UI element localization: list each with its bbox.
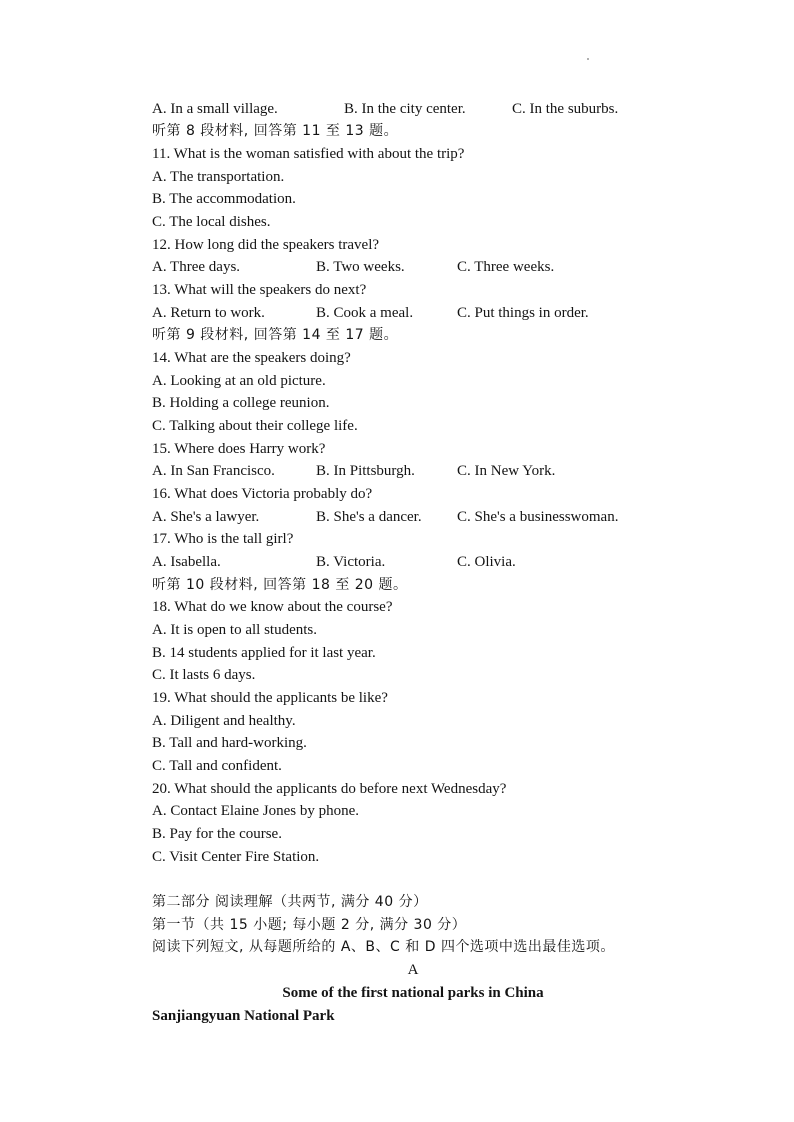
option-a: A. Diligent and healthy. [152, 713, 296, 729]
option-b: B. In Pittsburgh. [316, 463, 415, 479]
option-c: C. The local dishes. [152, 214, 271, 230]
option-a: A. Contact Elaine Jones by phone. [152, 803, 360, 819]
question-11: 11. What is the woman satisfied with about the trip? [152, 146, 465, 162]
option-c: C. She's a businesswoman. [457, 509, 619, 525]
question-17: 17. Who is the tall girl? [152, 531, 294, 547]
section-instruction-8: 听第 8 段材料, 回答第 11 至 13 题。 [152, 123, 399, 139]
section-instruction-9: 听第 9 段材料, 回答第 14 至 17 题。 [152, 327, 399, 343]
option-a: A. It is open to all students. [152, 622, 317, 638]
option-a: A. Looking at an old picture. [152, 373, 326, 389]
option-a: A. In a small village. [152, 101, 278, 117]
option-b: B. Victoria. [316, 554, 386, 570]
question-19: 19. What should the applicants be like? [152, 690, 388, 706]
question-14: 14. What are the speakers doing? [152, 350, 351, 366]
option-c: C. Olivia. [457, 554, 516, 570]
option-b: B. The accommodation. [152, 191, 296, 207]
option-b: B. Holding a college reunion. [152, 395, 330, 411]
option-c: C. Visit Center Fire Station. [152, 849, 320, 865]
section-instruction-10: 听第 10 段材料, 回答第 18 至 20 题。 [152, 577, 408, 593]
part-two-heading: 第二部分 阅读理解（共两节, 满分 40 分） [152, 894, 428, 910]
option-b: B. Cook a meal. [316, 305, 414, 321]
question-18: 18. What do we know about the course? [152, 599, 393, 615]
question-16: 16. What does Victoria probably do? [152, 486, 373, 502]
option-a: A. In San Francisco. [152, 463, 275, 479]
option-a: A. The transportation. [152, 169, 285, 185]
option-b: B. She's a dancer. [316, 509, 422, 525]
option-c: C. In New York. [457, 463, 556, 479]
option-a: A. She's a lawyer. [152, 509, 260, 525]
question-13: 13. What will the speakers do next? [152, 282, 367, 298]
reading-instructions: 阅读下列短文, 从每题所给的 A、B、C 和 D 四个选项中选出最佳选项。 [152, 939, 615, 955]
option-a: A. Three days. [152, 259, 241, 275]
scan-speck [587, 58, 589, 60]
passage-subheading: Sanjiangyuan National Park [152, 1008, 335, 1024]
option-b: B. Tall and hard-working. [152, 735, 307, 751]
option-c: C. Put things in order. [457, 305, 589, 321]
question-20: 20. What should the applicants do before next Wednesday? [152, 781, 507, 797]
option-c: C. Talking about their college life. [152, 418, 358, 434]
option-c: C. Three weeks. [457, 259, 555, 275]
passage-letter: A [407, 962, 419, 978]
option-c: C. Tall and confident. [152, 758, 282, 774]
option-a: A. Return to work. [152, 305, 265, 321]
option-b: B. In the city center. [344, 101, 466, 117]
section-one-heading: 第一节（共 15 小题; 每小题 2 分, 满分 30 分） [152, 917, 467, 933]
option-b: B. 14 students applied for it last year. [152, 645, 376, 661]
option-c: C. In the suburbs. [512, 101, 619, 117]
option-b: B. Two weeks. [316, 259, 405, 275]
question-12: 12. How long did the speakers travel? [152, 237, 380, 253]
option-b: B. Pay for the course. [152, 826, 282, 842]
question-15: 15. Where does Harry work? [152, 441, 326, 457]
passage-title: Some of the first national parks in China [282, 985, 544, 1001]
option-a: A. Isabella. [152, 554, 221, 570]
option-c: C. It lasts 6 days. [152, 667, 256, 683]
